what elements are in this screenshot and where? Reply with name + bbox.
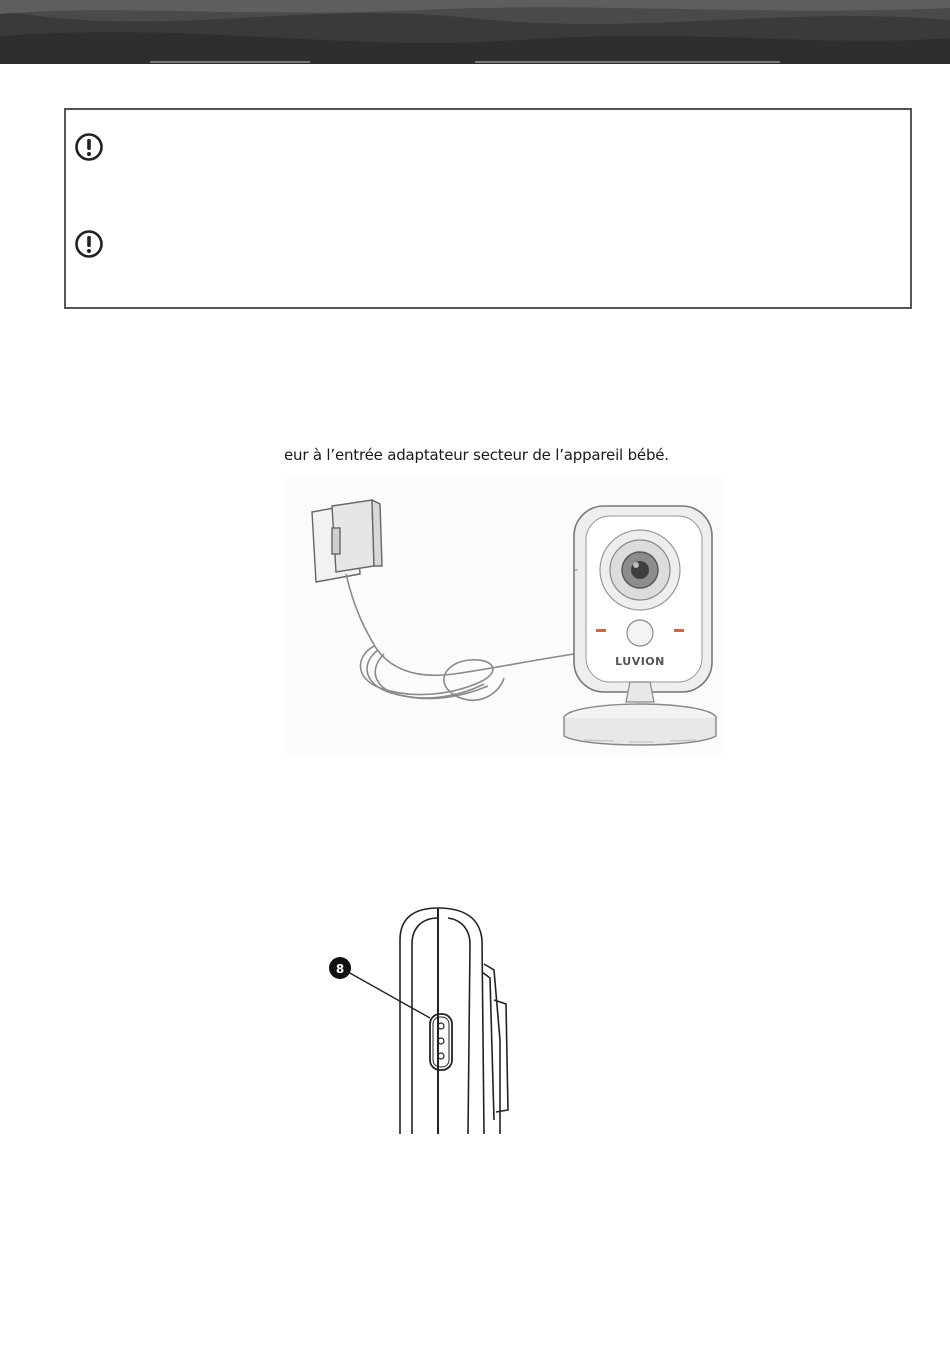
callout-number-8: 8: [335, 962, 345, 976]
adapter-camera-illustration: [284, 478, 724, 754]
monitor-side-illustration: [322, 900, 530, 1136]
warning-box: [64, 108, 912, 309]
baby-camera-icon: [564, 506, 716, 745]
figure-caption: eur à l’entrée adaptateur secteur de l’appareil bébé.: [284, 446, 669, 464]
camera-brand-label: LUVION: [615, 655, 665, 668]
exclamation-circle-icon: [74, 229, 104, 259]
header-band: [0, 0, 950, 64]
exclamation-circle-icon: [74, 132, 104, 162]
